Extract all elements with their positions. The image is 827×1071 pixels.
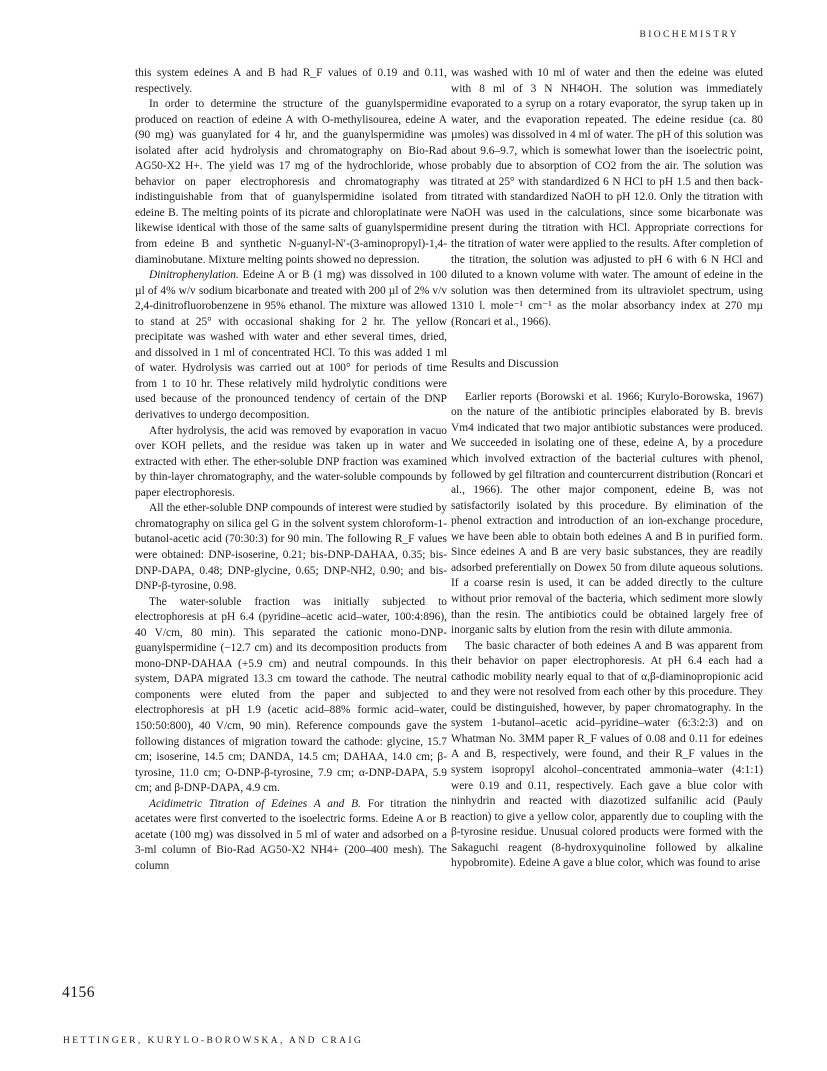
- paragraph: All the ether-soluble DNP compounds of interest were studied by chromatography on silica gel G in the solvent system chloroform-1-butanol-acetic acid (70:30:3) for 90 min. The following R_F values were obtained: DNP-isoserine, 0.21; bis-DNP-DAHAA, 0.35; bis-DNP-DAPA, 0.48; DNP-glycine, 0.65; DNP-NH2, 0.90; and bis-DNP-β-tyrosine, 0.98.: [135, 502, 447, 593]
- paragraph: this system edeines A and B had R_F values of 0.19 and 0.11, respectively.: [135, 67, 447, 95]
- paragraph: [135, 797, 447, 875]
- left-column: [135, 66, 447, 874]
- paragraph: Earlier reports (Borowski et al. 1966; Kurylo-Borowska, 1967) on the nature of the antibiotic principles elaborated by B. brevis Vm4 indicated that two major antibiotic substances were produced. We succeeded in isolating one of these, edeine A, by a procedure which involved extraction of the bacterial cultures with phenol, followed by gel filtration and countercurrent distribution (Roncari et al., 1966). The other major component, edeine B, was not satisfactorily isolated by this procedure. By elimination of the phenol extraction and introduction of an ion-exchange procedure, we have been able to obtain both edeines A and B in purified form. Since edeines A and B are very basic substances, they are readily adsorbed preferentially on Dowex 50 from dilute aqueous solutions. If a coarse resin is used, it can be added directly to the culture without prior removal of the bacteria, which sediment more slowly than the resin. The antibiotics could be obtained largely free of inorganic salts by elution from the resin with dilute ammonia.: [451, 390, 763, 637]
- paragraph-title: Acidimetric Titration of Edeines A and B.: [149, 797, 361, 810]
- paragraph: The water-soluble fraction was initially subjected to electrophoresis at pH 6.4 (pyridine–acetic acid–water, 100:4:896), 40 V/cm, 80 min). This separated the cationic mono-DNP-guanylspermidine (−12.7 cm) and its decomposition products from mono-DNP-DAHAA (+5.9 cm) and neutral compounds. In this system, DAPA migrated 13.3 cm toward the cathode. The neutral components were eluted from the paper and subjected to electrophoresis at pH 1.9 (acetic acid–88% formic acid–water, 150:50:800), 40 V/cm, 90 min). Reference compounds gave the following distances of migration toward the cathode: glycine, 15.7 cm; isoserine, 14.5 cm; DANDA, 14.5 cm; DAHAA, 14.0 cm; β-tyrosine, 11.0 cm; O-DNP-β-tyrosine, 7.9 cm; α-DNP-DAPA, 5.9 cm; and β-DNP-DAPA, 4.9 cm.: [135, 595, 447, 795]
- right-column: [451, 66, 763, 872]
- journal-header: BIOCHEMISTRY: [639, 30, 739, 40]
- paragraph-text: For titration the acetates were first converted to the isoelectric forms. Edeine A or B acetate (100 mg) was dissolved in 5 ml of water and adsorbed on a 3-ml column of Bio-Rad AG50-X2 NH4+ (200–400 mesh). The column: [135, 797, 448, 872]
- page-number: 4156: [62, 984, 95, 1001]
- running-footer-authors: HETTINGER, KURYLO-BOROWSKA, AND CRAIG: [63, 1036, 364, 1046]
- paragraph: The basic character of both edeines A and B was apparent from their behavior on paper electrophoresis. At pH 6.4 each had a cathodic mobility nearly equal to that of α,β-diaminopropionic acid and they were not resolved from each other by this procedure. They could be distinguished, however, by paper chromatography. In the system 1-butanol–acetic acid–pyridine–water (6:3:2:3) and on Whatman No. 3MM paper R_F values of 0.08 and 0.11 for edeines A and B, respectively, were found, and their R_F values in the system isopropyl alcohol–concentrated ammonia–water (4:1:1) were 0.19 and 0.11, respectively. Each gave a blue color with ninhydrin and reacted with diazotized sulfanilic acid (Pauly reaction) to give a yellow color, apparently due to coupling with the β-tyrosine residue. Unusual colored products were formed with the Sakaguchi reagent (8-hydroxyquinoline followed by alkaline hypobromite). Edeine A gave a blue color, which was found to arise: [451, 639, 763, 870]
- paragraph: After hydrolysis, the acid was removed by evaporation in vacuo over KOH pellets, and the residue was taken up in water and extracted with ether. The ether-soluble DNP fraction was examined by thin-layer chromatography, and the water-soluble compounds by paper electrophoresis.: [135, 424, 447, 499]
- paragraph-text: Edeine A or B (1 mg) was dissolved in 100 µl of 4% w/v sodium bicarbonate and treated with 200 µl of 2% v/v 2,4-dinitrofluorobenzene in 95% ethanol. The mixture was allowed to stand at 25° with occasional shaking for 2 hr. The yellow precipitate was washed with water and ether several times, dried, and dissolved in 1 ml of concentrated HCl. To this was added 1 ml of water. Hydrolysis was carried out at 100° for periods of time from 1 to 10 hr. These relatively mild hydrolytic conditions were used because of the pronounced tendency of certain of the DNP derivatives to undergo decomposition.: [135, 269, 447, 422]
- section-heading: Results and Discussion: [451, 357, 559, 371]
- paragraph: In order to determine the structure of the guanylspermidine produced on reaction of edeine A with O-methylisourea, edeine A (90 mg) was guanylated for 4 hr, and the guanylspermidine was isolated after acid hydrolysis and chromatography on Bio-Rad AG50-X2 H+. The yield was 17 mg of the hydrochloride, whose behavior on paper electrophoresis and chromatography was indistinguishable from that of guanylspermidine isolated from edeine B. The melting points of its picrate and chloroplatinate were likewise identical with those of the same salts of guanylspermidine from edeine B and synthetic N-guanyl-N′-(3-aminopropyl)-1,4-diaminobutane. Mixture melting points showed no depression.: [135, 98, 447, 266]
- paragraph-title: Dinitrophenylation.: [149, 269, 239, 282]
- paragraph: [135, 268, 447, 423]
- paragraph: was washed with 10 ml of water and then the edeine was eluted with 8 ml of 3 N NH4OH. The solution was immediately evaporated to a syrup on a rotary evaporator, the syrup taken up in water, and the evaporation repeated. The edeine residue (ca. 80 µmoles) was dissolved in 4 ml of water. The pH of this solution was about 9.6–9.7, which is somewhat lower than the isoelectric point, probably due to absorption of CO2 from the air. The solution was titrated at 25° with standardized 6 N HCl to pH 1.5 and then back-titrated with standardized NaOH to pH 12.0. Only the titration with NaOH was used in the calculations, since some bicarbonate was present during the titration with HCl. Appropriate corrections for the titration of water were applied to the results. After completion of the titration, the solution was adjusted to pH 6 with 6 N HCl and diluted to a known volume with water. The amount of edeine in the solution was then determined from its ultraviolet spectrum, using 1310 l. mole⁻¹ cm⁻¹ as the molar absorbancy index at 270 mµ (Roncari et al., 1966).: [451, 67, 763, 328]
